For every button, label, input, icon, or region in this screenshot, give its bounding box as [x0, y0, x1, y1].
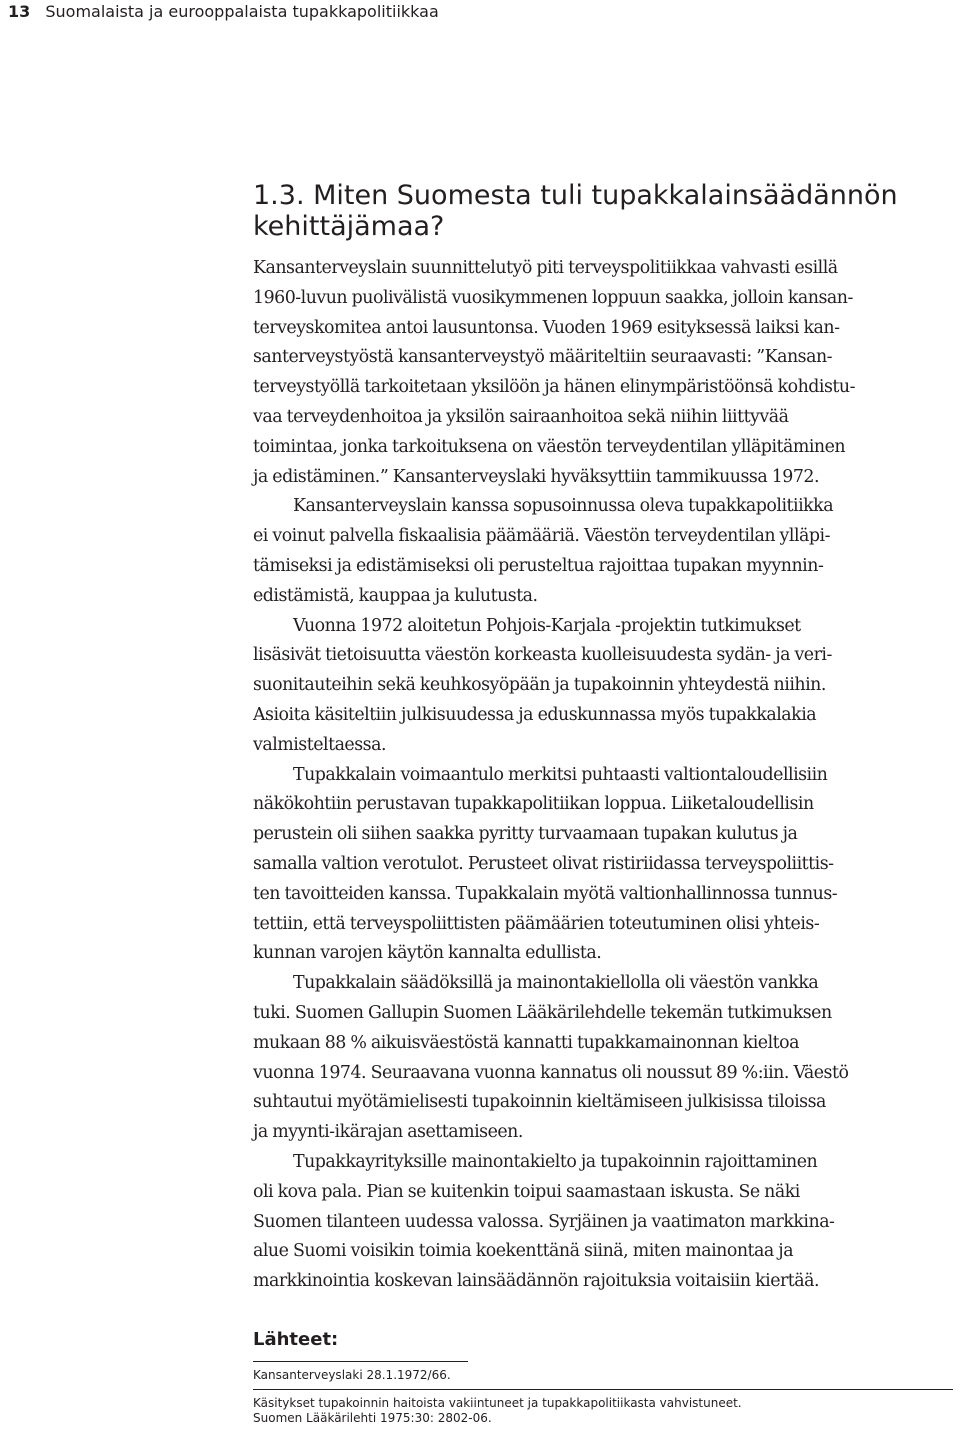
paragraph: [253, 969, 958, 1148]
paragraph-line: kunnan varojen käytön kannalta edullista.: [253, 943, 602, 964]
paragraph-line: markkinointia koskevan lainsäädännön rajoituksia voitaisiin kiertää.: [253, 1271, 820, 1292]
paragraph-line: Tupakkayrityksille mainontakielto ja tupakoinnin rajoittaminen: [293, 1151, 818, 1172]
body-text: [253, 254, 958, 1297]
paragraph-line: Kansanterveyslain kanssa sopusoinnussa oleva tupakkapolitiikka: [293, 496, 834, 517]
paragraph-line: mukaan 88 % aikuisväestöstä kannatti tupakkamainonnan kieltoa: [253, 1032, 799, 1053]
paragraph-line: tämiseksi ja edistämiseksi oli perusteltua rajoittaa tupakan myynnin-: [253, 555, 824, 576]
sources-title: Lähteet:: [253, 1329, 339, 1350]
paragraph-line: Suomen tilanteen uudessa valossa. Syrjäinen ja vaatimaton markkina-: [253, 1211, 835, 1232]
page-number: 13: [8, 2, 31, 21]
section-heading: [253, 180, 943, 242]
running-header: [8, 0, 439, 24]
paragraph-line: suonitauteihin sekä keuhkosyöpään ja tupakoinnin yhteydestä niihin.: [253, 675, 826, 696]
paragraph-line: ei voinut palvella fiskaalisia päämääriä. Väestön terveydentilan ylläpi-: [253, 526, 830, 547]
source-line: Käsitykset tupakoinnin haitoista vakiintuneet ja tupakkapolitiikasta vahvistuneet.: [253, 1396, 742, 1410]
paragraph-line: Tupakkalain säädöksillä ja mainontakiellolla oli väestön vankka: [293, 973, 819, 994]
sources-section: [253, 1329, 953, 1426]
paragraph-line: perustein oli siihen saakka pyritty turvaamaan tupakan kulutus ja: [253, 824, 798, 845]
paragraph: [253, 612, 958, 761]
paragraph-line: 1960-luvun puolivälistä vuosikymmenen loppuun saakka, jolloin kansan-: [253, 287, 853, 308]
source-line: Kansanterveyslaki 28.1.1972/66.: [253, 1368, 451, 1382]
paragraph-line: Vuonna 1972 aloitetun Pohjois-Karjala -projektin tutkimukset: [293, 615, 801, 636]
paragraph-line: valmisteltaessa.: [253, 734, 386, 755]
paragraph: [253, 492, 958, 611]
paragraph-line: santerveystyöstä kansanterveystyö määriteltiin seuraavasti: ”Kansan-: [253, 347, 833, 368]
paragraph-line: edistämistä, kauppaa ja kulutusta.: [253, 585, 538, 606]
paragraph-line: näkökohtiin perustavan tupakkapolitiikan loppua. Liiketaloudellisin: [253, 794, 814, 815]
paragraph-line: alue Suomi voisikin toimia koekenttänä siinä, miten mainontaa ja: [253, 1241, 794, 1262]
source-entry: [253, 1361, 468, 1383]
paragraph-line: lisäsivät tietoisuutta väestön korkeasta kuolleisuudesta sydän- ja veri-: [253, 645, 832, 666]
paragraph-line: Tupakkalain voimaantulo merkitsi puhtaasti valtiontaloudellisiin: [293, 764, 828, 785]
section-heading-line: 1.3. Miten Suomesta tuli tupakkalainsäädännön: [253, 180, 898, 211]
paragraph-line: Kansanterveyslain suunnittelutyö piti terveyspolitiikkaa vahvasti esillä: [253, 258, 838, 278]
paragraph-line: oli kova pala. Pian se kuitenkin toipui saamastaan iskusta. Se näki: [253, 1181, 800, 1202]
paragraph-line: tettiin, että terveyspoliittisten päämäärien toteutuminen olisi yhteis-: [253, 913, 820, 934]
paragraph-line: vaa terveydenhoitoa ja yksilön sairaanhoitoa sekä niihin liittyvää: [253, 406, 789, 427]
source-entry: [253, 1389, 953, 1426]
paragraph-line: tuki. Suomen Gallupin Suomen Lääkärilehdelle tekemän tutkimuksen: [253, 1002, 832, 1023]
paragraph-line: suhtautui myötämielisesti tupakoinnin kieltämiseen julkisissa tiloissa: [253, 1092, 826, 1113]
source-line: Suomen Lääkärilehti 1975:30: 2802-06.: [253, 1411, 492, 1425]
paragraph-line: ten tavoitteiden kanssa. Tupakkalain myötä valtionhallinnossa tunnus-: [253, 883, 838, 904]
paragraph: [253, 761, 958, 970]
running-title: Suomalaista ja eurooppalaista tupakkapolitiikkaa: [45, 2, 439, 21]
paragraph-line: ja myynti-ikärajan asettamiseen.: [253, 1122, 523, 1143]
paragraph-line: terveystyöllä tarkoitetaan yksilöön ja hänen elinympäristöönsä kohdistu-: [253, 377, 855, 398]
paragraph-line: terveyskomitea antoi lausuntonsa. Vuoden 1969 esityksessä laiksi kan-: [253, 317, 840, 338]
paragraph-line: vuonna 1974. Seuraavana vuonna kannatus oli noussut 89 %:iin. Väestö: [253, 1062, 849, 1083]
paragraph-line: samalla valtion verotulot. Perusteet olivat ristiriidassa terveyspoliittis-: [253, 853, 834, 874]
paragraph-line: ja edistäminen.” Kansanterveyslaki hyväksyttiin tammikuussa 1972.: [253, 466, 820, 487]
paragraph-line: Asioita käsiteltiin julkisuudessa ja eduskunnassa myös tupakkalakia: [253, 704, 817, 725]
paragraph: [253, 254, 958, 492]
paragraph: [253, 1148, 958, 1297]
section-heading-line: kehittäjämaa?: [253, 211, 445, 242]
paragraph-line: toimintaa, jonka tarkoituksena on väestön terveydentilan ylläpitäminen: [253, 436, 846, 457]
